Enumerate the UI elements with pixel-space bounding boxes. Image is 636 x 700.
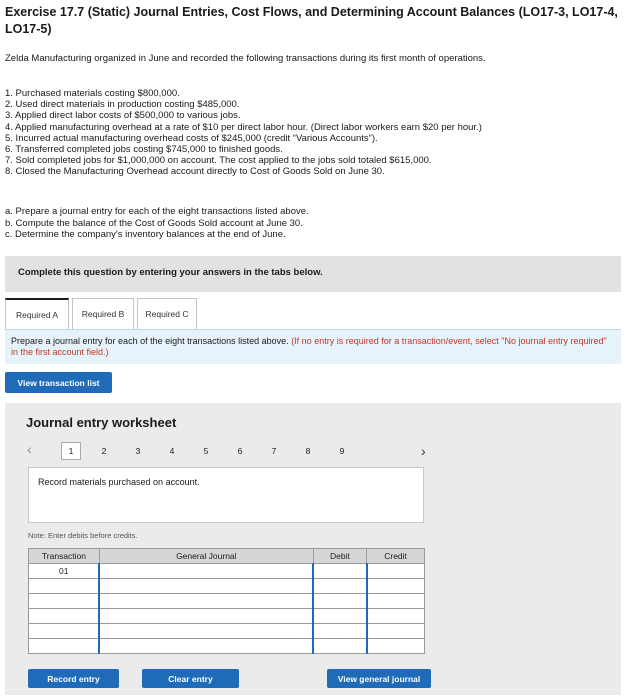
debit-input[interactable] bbox=[313, 594, 366, 609]
worksheet-pager bbox=[27, 441, 435, 461]
transaction-item: 6. Transferred completed jobs costing $745,000 to finished goods. bbox=[5, 144, 283, 156]
entry-note: Note: Enter debits before credits. bbox=[28, 531, 138, 540]
table-row bbox=[29, 624, 425, 639]
page-8[interactable]: 8 bbox=[305, 446, 311, 456]
transaction-cell bbox=[29, 609, 100, 624]
page-2[interactable]: 2 bbox=[101, 446, 107, 456]
question-item: c. Determine the company's inventory balances at the end of June. bbox=[5, 229, 286, 240]
debit-input[interactable] bbox=[313, 609, 366, 624]
table-row bbox=[29, 609, 425, 624]
transaction-item: 3. Applied direct labor costs of $500,000 to various jobs. bbox=[5, 110, 241, 122]
tab-required-c[interactable]: Required C bbox=[137, 298, 197, 329]
transaction-item: 7. Sold completed jobs for $1,000,000 on account. The cost applied to the jobs sold totaled $615,000. bbox=[5, 155, 432, 167]
transaction-cell bbox=[29, 579, 100, 594]
transaction-item: 4. Applied manufacturing overhead at a rate of $10 per direct labor hour. (Direct labor workers earn $20 per hour.) bbox=[5, 121, 482, 133]
credit-input[interactable] bbox=[367, 609, 425, 624]
exercise-intro: Zelda Manufacturing organized in June and recorded the following transactions during its first month of operations. bbox=[5, 53, 486, 64]
account-input[interactable] bbox=[99, 594, 313, 609]
column-header-credit: Credit bbox=[367, 549, 425, 564]
table-row bbox=[29, 579, 425, 594]
instruction-text: Prepare a journal entry for each of the eight transactions listed above. bbox=[11, 336, 289, 346]
exercise-title: Exercise 17.7 (Static) Journal Entries, Cost Flows, and Determining Account Balances (LO17-3, LO17-4, LO17-5) bbox=[5, 5, 618, 36]
page-3[interactable]: 3 bbox=[135, 446, 141, 456]
page-1[interactable]: 1 bbox=[61, 442, 81, 460]
column-header-general-journal: General Journal bbox=[99, 549, 313, 564]
account-input[interactable] bbox=[99, 624, 313, 639]
debit-input[interactable] bbox=[313, 624, 366, 639]
credit-input[interactable] bbox=[367, 639, 425, 654]
page-5[interactable]: 5 bbox=[203, 446, 209, 456]
account-input[interactable] bbox=[99, 639, 313, 654]
debit-input[interactable] bbox=[313, 579, 366, 594]
table-row bbox=[29, 639, 425, 654]
transaction-cell bbox=[29, 594, 100, 609]
tab-instruction bbox=[5, 329, 621, 364]
transaction-item: 5. Incurred actual manufacturing overhead costs of $245,000 (credit “Various Accounts”). bbox=[5, 132, 378, 144]
credit-input[interactable] bbox=[367, 624, 425, 639]
page-6[interactable]: 6 bbox=[237, 446, 243, 456]
page-4[interactable]: 4 bbox=[169, 446, 175, 456]
question-item: b. Compute the balance of the Cost of Goods Sold account at June 30. bbox=[5, 217, 303, 229]
debit-input[interactable] bbox=[313, 639, 366, 654]
credit-input[interactable] bbox=[367, 564, 425, 579]
question-item: a. Prepare a journal entry for each of the eight transactions listed above. bbox=[5, 206, 309, 217]
transaction-item: 2. Used direct materials in production costing $485,000. bbox=[5, 99, 240, 111]
account-input[interactable] bbox=[99, 609, 313, 624]
tab-required-a[interactable]: Required A bbox=[5, 298, 69, 329]
instruction-hint: (If no entry is required for a transaction/event, select "No journal entry required" in the first account field.) bbox=[11, 336, 607, 357]
debit-input[interactable] bbox=[313, 564, 366, 579]
table-row bbox=[29, 594, 425, 609]
clear-entry-button[interactable]: Clear entry bbox=[142, 669, 239, 688]
column-header-debit: Debit bbox=[313, 549, 366, 564]
table-row bbox=[29, 564, 425, 579]
account-input[interactable] bbox=[99, 579, 313, 594]
transaction-cell bbox=[29, 639, 100, 654]
transaction-list bbox=[5, 88, 482, 178]
view-transaction-list-button[interactable]: View transaction list bbox=[5, 372, 112, 393]
entry-description: Record materials purchased on account. bbox=[28, 467, 424, 523]
banner-text: Complete this question by entering your answers in the tabs below. bbox=[18, 267, 323, 278]
tab-required-b[interactable]: Required B bbox=[72, 298, 134, 329]
journal-table bbox=[28, 548, 425, 654]
transaction-item: 8. Closed the Manufacturing Overhead account directly to Cost of Goods Sold on June 30. bbox=[5, 166, 385, 178]
column-header-transaction: Transaction bbox=[29, 549, 100, 564]
worksheet-title: Journal entry worksheet bbox=[26, 415, 177, 430]
instructions-banner bbox=[5, 256, 621, 292]
page-7[interactable]: 7 bbox=[271, 446, 277, 456]
credit-input[interactable] bbox=[367, 594, 425, 609]
journal-entry-worksheet bbox=[5, 403, 621, 695]
credit-input[interactable] bbox=[367, 579, 425, 594]
record-entry-button[interactable]: Record entry bbox=[28, 669, 119, 688]
transaction-cell bbox=[29, 624, 100, 639]
page-9[interactable]: 9 bbox=[339, 446, 345, 456]
chevron-right-icon[interactable]: › bbox=[421, 443, 426, 459]
view-general-journal-button[interactable]: View general journal bbox=[327, 669, 431, 688]
account-input[interactable] bbox=[99, 564, 313, 579]
question-list bbox=[5, 206, 309, 241]
chevron-left-icon[interactable]: ‹ bbox=[27, 441, 32, 457]
transaction-item: 1. Purchased materials costing $800,000. bbox=[5, 88, 180, 99]
transaction-cell: 01 bbox=[29, 564, 100, 579]
